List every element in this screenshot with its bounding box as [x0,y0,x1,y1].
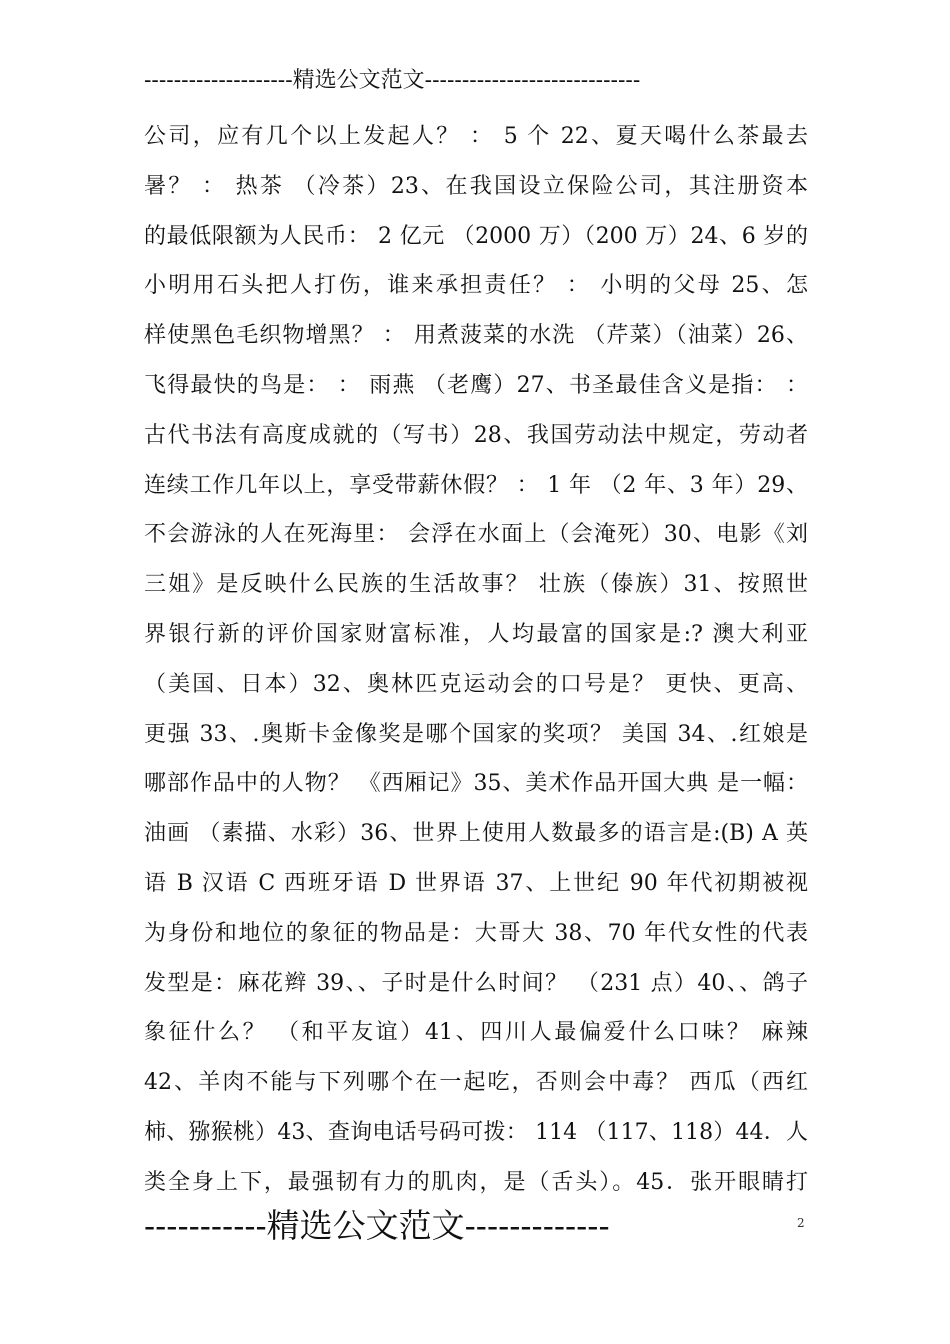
text-line: 公司，应有几个以上发起人？ ： 5 个 22、夏天喝什么茶最去 [144,124,808,149]
page-number: 2 [797,1216,805,1230]
text-line: 油画 （素描、水彩）36、世界上使用人数最多的语言是:(B) A 英 [144,821,808,847]
text-line: 42、羊肉不能与下列哪个在一起吃，否则会中毒？ 西瓜（西红 [144,1070,808,1096]
text-line: 语 B 汉语 C 西班牙语 D 世界语 37、上世纪 90 年代初期被视 [144,870,808,896]
text-line: （美国、日本）32、奥林匹克运动会的口号是？ 更快、更高、 [144,671,808,697]
page-footer: -----------精选公文范文------------- [144,1206,610,1245]
text-line: 柿、猕猴桃）43、查询电话号码可拨： 114 （117、118）44．人 [144,1119,808,1145]
text-line: 不会游泳的人在死海里： 会浮在水面上（会淹死）30、电影《刘 [144,522,808,548]
text-line: 样使黑色毛织物增黑？ ： 用煮菠菜的水洗 （芹菜）（油菜）26、 [144,323,808,349]
text-line: 小明用石头把人打伤，谁来承担责任？ ： 小明的父母 25、怎 [144,273,808,299]
text-line: 三姐》是反映什么民族的生活故事？ 壮族（傣族）31、按照世 [144,572,808,598]
text-line: 界银行新的评价国家财富标准，人均最富的国家是:? 澳大利亚 [144,621,808,647]
text-line: 更强 33、.奥斯卡金像奖是哪个国家的奖项？ 美国 34、.红娘是 [144,721,808,747]
text-line: 飞得最快的鸟是： ： 雨燕 （老鹰）27、书圣最佳含义是指： ： [144,372,808,398]
text-line: 为身份和地位的象征的物品是：大哥大 38、70 年代女性的代表 [144,920,808,946]
text-line: 类全身上下，最强韧有力的肌肉，是（舌头）。45．张开眼睛打 [144,1169,808,1195]
text-line: 的最低限额为人民币： 2 亿元 （2000 万）（200 万）24、6 岁的 [144,223,808,249]
text-line: 古代书法有高度成就的（写书）28、我国劳动法中规定，劳动者 [144,422,808,448]
text-line: 发型是：麻花辫 39、、子时是什么时间？ （231 点）40、、鸽子 [144,970,808,996]
text-line: 暑？ ： 热茶 （冷茶）23、在我国设立保险公司，其注册资本 [144,173,808,199]
text-line: 连续工作几年以上，享受带薪休假？ ： 1 年 （2 年、3 年）29、 [144,472,808,498]
text-line: 象征什么？ （和平友谊）41、四川人最偏爱什么口味？ 麻辣 [144,1020,808,1046]
page-header: --------------------精选公文范文----------------------------- [144,68,641,93]
text-line: 哪部作品中的人物？ 《西厢记》35、美术作品开国大典 是一幅： [144,771,808,797]
document-body [144,112,808,1208]
